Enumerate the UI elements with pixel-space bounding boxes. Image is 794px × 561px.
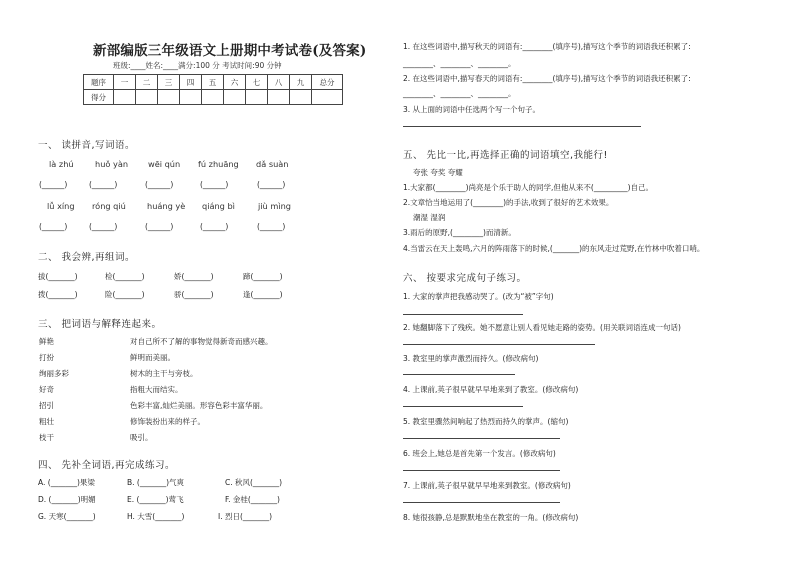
score-cell: 二 xyxy=(136,75,158,90)
word-group-item[interactable]: 险(_______) xyxy=(105,290,145,299)
word-group-item[interactable]: 拨(_______) xyxy=(38,290,78,299)
fill-sentence[interactable]: 4.当雷云在天上轰鸣,六月的阵雨落下的时候,(_______)的东风走过荒野,在竹林中吹着口哨。 xyxy=(403,244,705,253)
pinyin: fú zhuāng xyxy=(198,159,239,169)
word-group-item[interactable]: 逢(_______) xyxy=(243,290,283,299)
pinyin: huáng yè xyxy=(147,201,186,211)
score-input-cell[interactable] xyxy=(136,90,158,105)
sentence-task: 5. 教室里骤然间响起了热烈而持久的掌声。(缩句) xyxy=(403,417,569,426)
idiom-blank[interactable]: D. (_______)明媚 xyxy=(38,495,96,504)
vocab-word[interactable]: 招引 xyxy=(39,401,54,410)
pinyin: jiù mìng xyxy=(258,201,291,211)
pinyin: là zhú xyxy=(49,159,74,169)
exam-info: 班级:____姓名:____满分:100 分 考试时间:90 分钟 xyxy=(113,61,282,70)
score-input-cell[interactable] xyxy=(114,90,136,105)
score-input-cell[interactable] xyxy=(268,90,290,105)
word-group-item[interactable]: 娇(_______) xyxy=(174,272,214,281)
score-input-cell[interactable] xyxy=(246,90,268,105)
answer-blank[interactable]: (______) xyxy=(257,180,286,189)
answer-blank[interactable]: (______) xyxy=(145,222,174,231)
section1-heading: 一、 读拼音,写词语。 xyxy=(38,140,136,151)
score-cell: 九 xyxy=(290,75,312,90)
answer-line[interactable] xyxy=(403,502,560,503)
answer-line[interactable] xyxy=(403,314,523,315)
score-cell: 总分 xyxy=(312,75,343,90)
word-group-item[interactable]: 蹄(_______) xyxy=(243,272,283,281)
vocab-word[interactable]: 绚丽多彩 xyxy=(39,369,69,378)
score-cell: 题序 xyxy=(84,75,114,90)
answer-line[interactable] xyxy=(403,126,641,127)
idiom-blank[interactable]: A. (_______)果梁 xyxy=(38,478,95,487)
pinyin: qiáng bì xyxy=(202,201,235,211)
score-input-cell[interactable] xyxy=(312,90,343,105)
answer-blank[interactable]: (______) xyxy=(200,180,229,189)
idiom-blank[interactable]: G. 天寒(_______) xyxy=(38,512,96,521)
section2-heading: 二、 我会辨,再组词。 xyxy=(38,252,136,263)
score-cell: 八 xyxy=(268,75,290,90)
vocab-meaning[interactable]: 指粗大而结实。 xyxy=(130,385,183,394)
score-table-score-row xyxy=(84,90,343,105)
sentence-task: 4. 上课前,英子很早就早早地来到了教室。(修改病句) xyxy=(403,385,579,394)
sentence-task: 1. 大家的掌声把我感动哭了。(改为“被”字句) xyxy=(403,292,554,301)
score-cell: 七 xyxy=(246,75,268,90)
idiom-blank[interactable]: C. 秋风(_______) xyxy=(225,478,283,487)
answer-blank[interactable]: ________、________、________。 xyxy=(403,59,516,68)
sentence-task: 2. 她翻脚落下了残疾。她不愿意让别人看见她走路的姿势。(用关联词语连成一句话) xyxy=(403,323,681,332)
score-cell: 四 xyxy=(180,75,202,90)
vocab-meaning[interactable]: 色彩丰富,灿烂美丽。形容色彩丰富华丽。 xyxy=(130,401,268,410)
vocab-word[interactable]: 打扮 xyxy=(39,353,54,362)
sentence-task: 7. 上课前,英子很早就早早地来到教室。(修改病句) xyxy=(403,481,571,490)
word-group-item[interactable]: 拔(_______) xyxy=(38,272,78,281)
idiom-blank[interactable]: F. 金桂(_______) xyxy=(225,495,280,504)
answer-blank[interactable]: (______) xyxy=(39,180,68,189)
section4-heading: 四、 先补全词语,再完成练习。 xyxy=(38,460,176,471)
answer-line[interactable] xyxy=(403,344,595,345)
pinyin: róng qiú xyxy=(92,201,126,211)
score-cell: 五 xyxy=(202,75,224,90)
section5-heading: 五、 先比一比,再选择正确的词语填空,我能行! xyxy=(403,150,608,161)
score-cell: 三 xyxy=(158,75,180,90)
answer-line[interactable] xyxy=(403,470,560,471)
idiom-blank[interactable]: I. 烈日(_______) xyxy=(218,512,273,521)
answer-blank[interactable]: (______) xyxy=(39,222,68,231)
answer-blank[interactable]: (______) xyxy=(89,222,118,231)
vocab-meaning[interactable]: 修饰装扮出来的样子。 xyxy=(130,417,205,426)
answer-line[interactable] xyxy=(403,438,560,439)
vocab-word[interactable]: 好奇 xyxy=(39,385,54,394)
vocab-meaning[interactable]: 鲜明而美丽。 xyxy=(130,353,175,362)
question: 1. 在这些词语中,描写秋天的词语有:________(填序号),描写这个季节的词语我还积累了: xyxy=(403,42,691,51)
page-title: 新部编版三年级语文上册期中考试卷(及答案) xyxy=(93,43,367,59)
score-input-cell[interactable] xyxy=(180,90,202,105)
question: 3. 从上面的词语中任选两个写一个句子。 xyxy=(403,105,541,114)
sentence-task: 8. 她很孩静,总是默默地坐在教室的一角。(修改病句) xyxy=(403,513,579,522)
word-group-item[interactable]: 骄(_______) xyxy=(174,290,214,299)
score-cell: 六 xyxy=(224,75,246,90)
pinyin: dǎ suàn xyxy=(256,159,289,169)
vocab-word[interactable]: 鲜艳 xyxy=(39,337,54,346)
pinyin: huǒ yàn xyxy=(95,159,129,169)
word-choices: 潮湿 湿润 xyxy=(413,213,446,222)
score-table xyxy=(83,74,343,105)
word-group-item[interactable]: 检(_______) xyxy=(105,272,145,281)
word-choices: 夸张 夸奖 夸耀 xyxy=(413,168,463,177)
answer-line[interactable] xyxy=(403,406,523,407)
answer-blank[interactable]: ________、________、________。 xyxy=(403,89,516,98)
vocab-meaning[interactable]: 吸引。 xyxy=(130,433,153,442)
vocab-word[interactable]: 粗壮 xyxy=(39,417,54,426)
question: 2. 在这些词语中,描写春天的词语有:________(填序号),描写这个季节的词语我还积累了: xyxy=(403,74,691,83)
score-input-cell[interactable] xyxy=(202,90,224,105)
answer-blank[interactable]: (______) xyxy=(200,222,229,231)
fill-sentence[interactable]: 3.雨后的原野,(________)而清新。 xyxy=(403,228,516,237)
answer-line[interactable] xyxy=(403,374,515,375)
idiom-blank[interactable]: B. (_______)气爽 xyxy=(127,478,185,487)
idiom-blank[interactable]: H. 大雪(_______) xyxy=(127,512,185,521)
answer-blank[interactable]: (______) xyxy=(257,222,286,231)
fill-sentence[interactable]: 2.文章恰当地运用了(________)的手法,收到了很好的艺术效果。 xyxy=(403,198,614,207)
sentence-task: 6. 班会上,她总是首先第一个发言。(修改病句) xyxy=(403,449,556,458)
pinyin: lǚ xíng xyxy=(47,201,75,211)
score-cell: 得分 xyxy=(84,90,114,105)
fill-sentence[interactable]: 1.大家都(________)尚亮是个乐于助人的同学,但他从来不(_________)自己。 xyxy=(403,183,653,192)
score-input-cell[interactable] xyxy=(158,90,180,105)
score-cell: 一 xyxy=(114,75,136,90)
idiom-blank[interactable]: E. (_______)莺飞 xyxy=(127,495,184,504)
sentence-task: 3. 教室里的掌声激烈而持久。(修改病句) xyxy=(403,354,539,363)
vocab-word[interactable]: 枝干 xyxy=(39,433,54,442)
score-input-cell[interactable] xyxy=(290,90,312,105)
score-table-header-row xyxy=(84,75,343,90)
section6-heading: 六、 按要求完成句子练习。 xyxy=(403,273,527,284)
pinyin: wēi qún xyxy=(148,159,181,169)
section3-heading: 三、 把词语与解释连起来。 xyxy=(38,319,162,330)
answer-blank[interactable]: (______) xyxy=(145,180,174,189)
vocab-meaning[interactable]: 对自己所不了解的事物觉得新奇而感兴趣。 xyxy=(130,337,273,346)
answer-blank[interactable]: (______) xyxy=(89,180,118,189)
vocab-meaning[interactable]: 树木的主干与旁枝。 xyxy=(130,369,198,378)
score-input-cell[interactable] xyxy=(224,90,246,105)
